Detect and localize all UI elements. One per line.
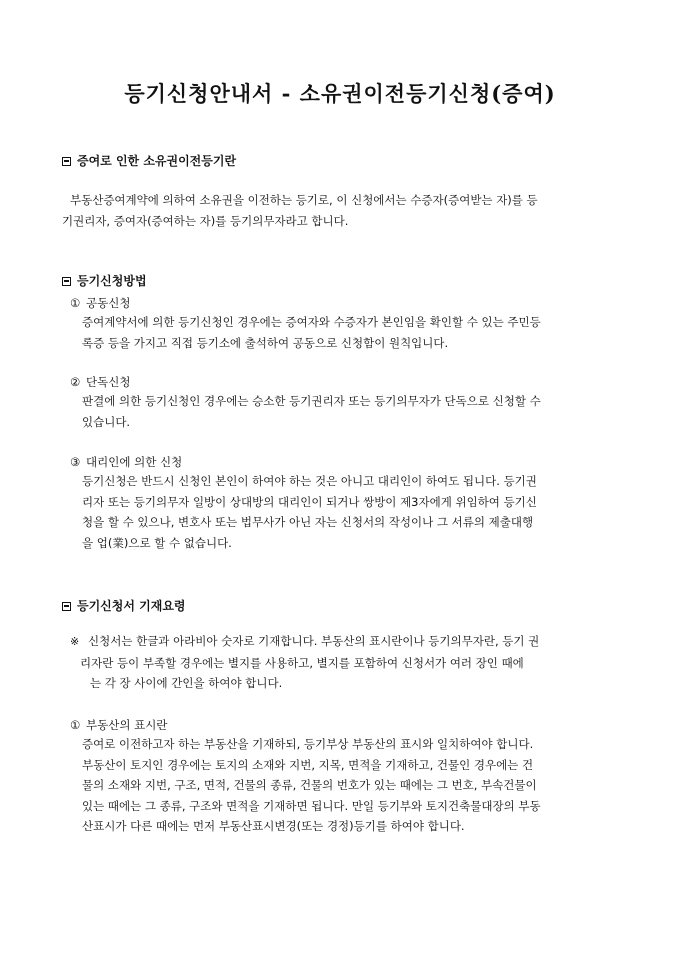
method-item-joint-text — [82, 312, 622, 353]
method-item-agent-text — [82, 471, 622, 553]
paragraph-line: 을 업(業)으로 할 수 없습니다. — [82, 535, 232, 550]
paragraph-line: 부동산이 토지인 경우에는 토지의 소재와 지번, 지목, 면적을 기재하고, 건물인 경우에는 건 — [82, 757, 534, 772]
paragraph-line: 리자란 등이 부족할 경우에는 별지를 사용하고, 별지를 포함하여 신청서가 여러 장인 때에 — [80, 655, 524, 670]
section-heading-definition: 증여로 인한 소유권이전등기란 — [62, 152, 236, 169]
paragraph-line: 산표시가 다른 때에는 먼저 부동산표시변경(또는 경정)등기를 하여야 합니다. — [82, 819, 465, 833]
method-item-single-title: ② 단독신청 — [70, 375, 131, 389]
section-heading-writing-guide: 등기신청서 기재요령 — [62, 597, 186, 614]
paragraph-line: 판결에 의한 등기신청인 경우에는 승소한 등기권리자 또는 등기의무자가 단독으로 신청할 수 — [82, 394, 541, 408]
reference-mark-icon: ※ — [70, 635, 80, 648]
paragraph-line: 는 각 장 사이에 간인을 하여야 합니다. — [90, 676, 283, 690]
paragraph-line: 있습니다. — [82, 414, 131, 429]
paragraph-line: 등기신청은 반드시 신청인 본인이 하여야 하는 것은 아니고 대리인이 하여도 됩니다. 등기권 — [82, 474, 537, 488]
paragraph-line: ※ 신청서는 한글과 아라비아 숫자로 기재합니다. 부동산의 표시란이나 등기의무자란, 등기 권 — [70, 631, 622, 653]
square-bullet-icon — [62, 277, 71, 286]
method-item-agent-title: ③ 대리인에 의한 신청 — [70, 455, 183, 469]
paragraph-line: 물의 소재와 지번, 구조, 면적, 건물의 종류, 건물의 번호가 있는 때에는 그 번호, 부속건물이 — [82, 778, 537, 792]
paragraph-line: 있는 때에는 그 종류, 구조와 면적을 기재하면 됩니다. 만일 등기부와 토지건축물대장의 부동 — [82, 798, 541, 813]
paragraph-line: 부동산증여계약에 의하여 소유권을 이전하는 등기로, 이 신청에서는 수증자(증여받는 자)를 등 — [70, 193, 538, 207]
paragraph-line: 증여계약서에 의한 등기신청인 경우에는 증여자와 수증자가 본인임을 확인할 수 있는 주민등 — [82, 315, 541, 329]
definition-paragraph — [62, 190, 622, 231]
paragraph-line: 기권리자, 증여자(증여하는 자)를 등기의무자라고 합니다. — [62, 213, 349, 228]
square-bullet-icon — [62, 157, 71, 166]
square-bullet-icon — [62, 602, 71, 611]
paragraph-line: 리자 또는 등기의무자 일방이 상대방의 대리인이 되거나 쌍방이 제3자에게 위임하여 등기신 — [82, 494, 537, 509]
section-heading-method: 등기신청방법 — [62, 272, 147, 289]
writing-guide-property-text — [82, 734, 622, 837]
page-title: 등기신청안내서 - 소유권이전등기신청(증여) — [124, 81, 556, 106]
method-item-single-text — [82, 391, 622, 432]
writing-guide-note — [70, 631, 622, 694]
paragraph-line: 증여로 이전하고자 하는 부동산을 기재하되, 등기부상 부동산의 표시와 일치하여야 합니다. — [82, 737, 534, 751]
writing-guide-property-title: ① 부동산의 표시란 — [70, 718, 168, 732]
paragraph-line: 록증 등을 가지고 직접 등기소에 출석하여 공동으로 신청함이 원칙입니다. — [82, 335, 449, 350]
method-item-joint-title: ① 공동신청 — [70, 296, 131, 310]
paragraph-line: 청을 할 수 있으나, 변호사 또는 법무사가 아닌 자는 신청서의 작성이나 그 서류의 제출대행 — [82, 515, 534, 529]
